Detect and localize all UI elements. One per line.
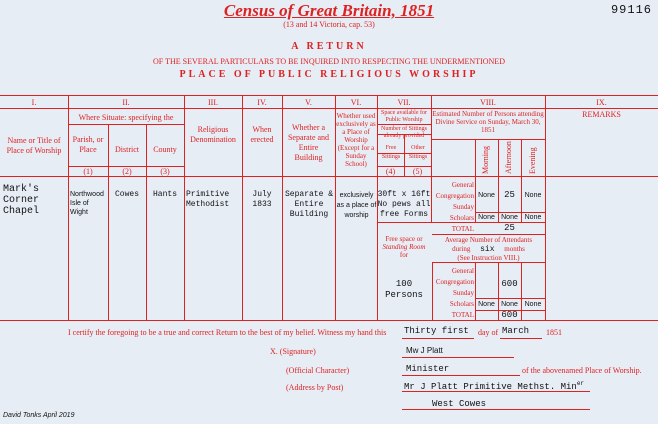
est-sch-morning: None bbox=[478, 214, 495, 221]
entry-district: Cowes bbox=[114, 190, 139, 199]
col-vi-number: VI. bbox=[350, 98, 362, 107]
col-ii-number: II. bbox=[122, 98, 130, 107]
col-vii-number: VII. bbox=[397, 98, 411, 107]
free-space-label bbox=[377, 235, 431, 259]
col-ix-number: IX. bbox=[596, 98, 607, 107]
avg-sch-morning: None bbox=[478, 301, 495, 308]
of-place-text: of the abovenamed Place of Worship. bbox=[522, 366, 642, 375]
header-exclusively: Whether used exclusively as a Place of Worship (Except for a Sunday School) bbox=[336, 112, 376, 168]
standing-room-text: Standing Room bbox=[382, 243, 426, 251]
average-during-row bbox=[432, 245, 545, 254]
certify-day-of: day of bbox=[478, 328, 499, 337]
certify-year: 1851 bbox=[546, 328, 562, 337]
header-denomination: Religious Denomination bbox=[190, 125, 236, 144]
entry-sittings: 30ft x 16ft No pews all free Forms bbox=[377, 190, 431, 219]
header bbox=[0, 1, 658, 30]
header-county: County bbox=[153, 145, 177, 154]
est-congregation-label: Congregation bbox=[435, 192, 474, 200]
return-subheading: OF THE SEVERAL PARTICULARS TO BE INQUIRED INTO RESPECTING THE UNDERMENTIONED bbox=[153, 57, 505, 66]
address-superscript: er bbox=[576, 380, 585, 387]
entry-name: Mark's Corner Chapel bbox=[3, 184, 40, 217]
avg-general-label: General bbox=[451, 267, 474, 275]
avg-total-label: TOTAL bbox=[451, 311, 474, 319]
entry-erected: July 1833 bbox=[252, 190, 272, 209]
avg-sch-evening: None bbox=[524, 301, 542, 308]
certify-day: Thirty first bbox=[404, 326, 469, 336]
header-space-available: Space available for Public Worship bbox=[381, 110, 427, 123]
official-character-value: Minister bbox=[406, 364, 450, 374]
header-district: District bbox=[115, 145, 139, 154]
credit-text: David Tonks April 2019 bbox=[3, 412, 75, 419]
est-total-label: TOTAL bbox=[451, 225, 474, 233]
avg-scholars-label: Scholars bbox=[449, 300, 474, 308]
entry-months-count: six bbox=[480, 245, 495, 254]
header-remarks: REMARKS bbox=[582, 110, 621, 119]
est-gen-morning: None bbox=[478, 192, 495, 199]
avg-sch-afternoon: None bbox=[501, 301, 518, 308]
entry-exclusive: exclusively as a place of worship bbox=[336, 192, 377, 219]
for-text: for bbox=[399, 251, 409, 259]
col-iv-number: IV. bbox=[257, 98, 267, 107]
header-estimated-persons: Estimated Number of Persons attending Divine Service on Sunday, March 30, 1851 bbox=[432, 110, 544, 134]
est-gen-evening: None bbox=[524, 192, 542, 199]
header-number-3: (3) bbox=[160, 167, 170, 176]
average-header bbox=[432, 236, 545, 263]
signature-value: Mw J Platt bbox=[406, 346, 443, 355]
header-parish: Parish, or Place bbox=[72, 135, 104, 154]
header-separate: Whether a Separate and Entire Building bbox=[287, 123, 330, 162]
months-label: months bbox=[504, 245, 525, 253]
est-total: 25 bbox=[504, 223, 515, 233]
header-other-sittings: Other Sittings bbox=[408, 145, 428, 160]
header-name: Name or Title of Place of Worship bbox=[6, 136, 62, 155]
est-sch-afternoon: None bbox=[501, 214, 518, 221]
certify-month: March bbox=[502, 326, 530, 336]
header-number-5: (5) bbox=[412, 167, 423, 176]
form-title: Census of Great Britain, 1851 bbox=[223, 1, 435, 20]
est-scholars-label: Scholars bbox=[449, 214, 474, 222]
entry-standing-room: 100 Persons bbox=[385, 279, 423, 300]
average-label: Average Number of Attendants bbox=[444, 236, 533, 244]
est-gen-afternoon: 25 bbox=[504, 190, 515, 200]
est-sunday-label: Sunday bbox=[453, 203, 474, 211]
address-label: (Address by Post) bbox=[286, 383, 344, 392]
col-iii-number: III. bbox=[208, 98, 218, 107]
act-reference: (13 and 14 Victoria, cap. 53) bbox=[283, 20, 375, 29]
col-v-number: V. bbox=[305, 98, 312, 107]
header-evening: Evening bbox=[528, 147, 537, 174]
certify-text: I certify the foregoing to be a true and correct Return to the best of my belief. Witness my hand this bbox=[68, 328, 387, 337]
avg-gen-afternoon: 600 bbox=[501, 279, 518, 289]
signature-label: X. (Signature) bbox=[270, 347, 316, 356]
est-sch-evening: None bbox=[524, 214, 542, 221]
address-line-1-text: Mr J Platt Primitive Methst. Min bbox=[404, 382, 577, 392]
entry-denomination: Primitive Methodist bbox=[186, 190, 230, 209]
est-labels bbox=[434, 180, 474, 235]
header-where: Where Situate: specifying the bbox=[78, 113, 174, 122]
avg-sunday-label: Sunday bbox=[453, 289, 474, 297]
header-number-4: (4) bbox=[385, 167, 396, 176]
header-number-1: (1) bbox=[83, 167, 93, 176]
est-general-label: General bbox=[451, 181, 474, 189]
col-viii-number: VIII. bbox=[480, 98, 496, 107]
header-free-sittings: Free Sittings bbox=[381, 145, 401, 160]
avg-labels bbox=[434, 266, 474, 321]
entry-separate: Separate & Entire Building bbox=[284, 190, 333, 219]
entry-parish: Northwood Isle of Wight bbox=[70, 191, 104, 216]
entry-county: Hants bbox=[152, 190, 177, 199]
see-instruction-label: (See Instruction VIII.) bbox=[457, 254, 520, 262]
avg-total: 600 bbox=[501, 310, 518, 320]
header-when-erected: When erected bbox=[250, 125, 274, 144]
header-morning: Morning bbox=[481, 146, 490, 174]
free-space-text: Free space or bbox=[385, 235, 423, 243]
avg-congregation-label: Congregation bbox=[435, 278, 474, 286]
address-line-2: West Cowes bbox=[432, 399, 487, 409]
header-afternoon: Afternoon bbox=[504, 141, 513, 174]
document-number: 99116 bbox=[610, 3, 652, 17]
during-label: during bbox=[452, 245, 471, 253]
header-number-2: (2) bbox=[122, 167, 132, 176]
return-heading: A RETURN bbox=[291, 41, 367, 52]
place-heading: PLACE OF PUBLIC RELIGIOUS WORSHIP bbox=[179, 69, 479, 80]
header-sittings-provided: Number of Sittings already provided bbox=[381, 126, 427, 139]
official-character-label: (Official Character) bbox=[286, 366, 350, 375]
col-i-number: I. bbox=[31, 98, 37, 107]
